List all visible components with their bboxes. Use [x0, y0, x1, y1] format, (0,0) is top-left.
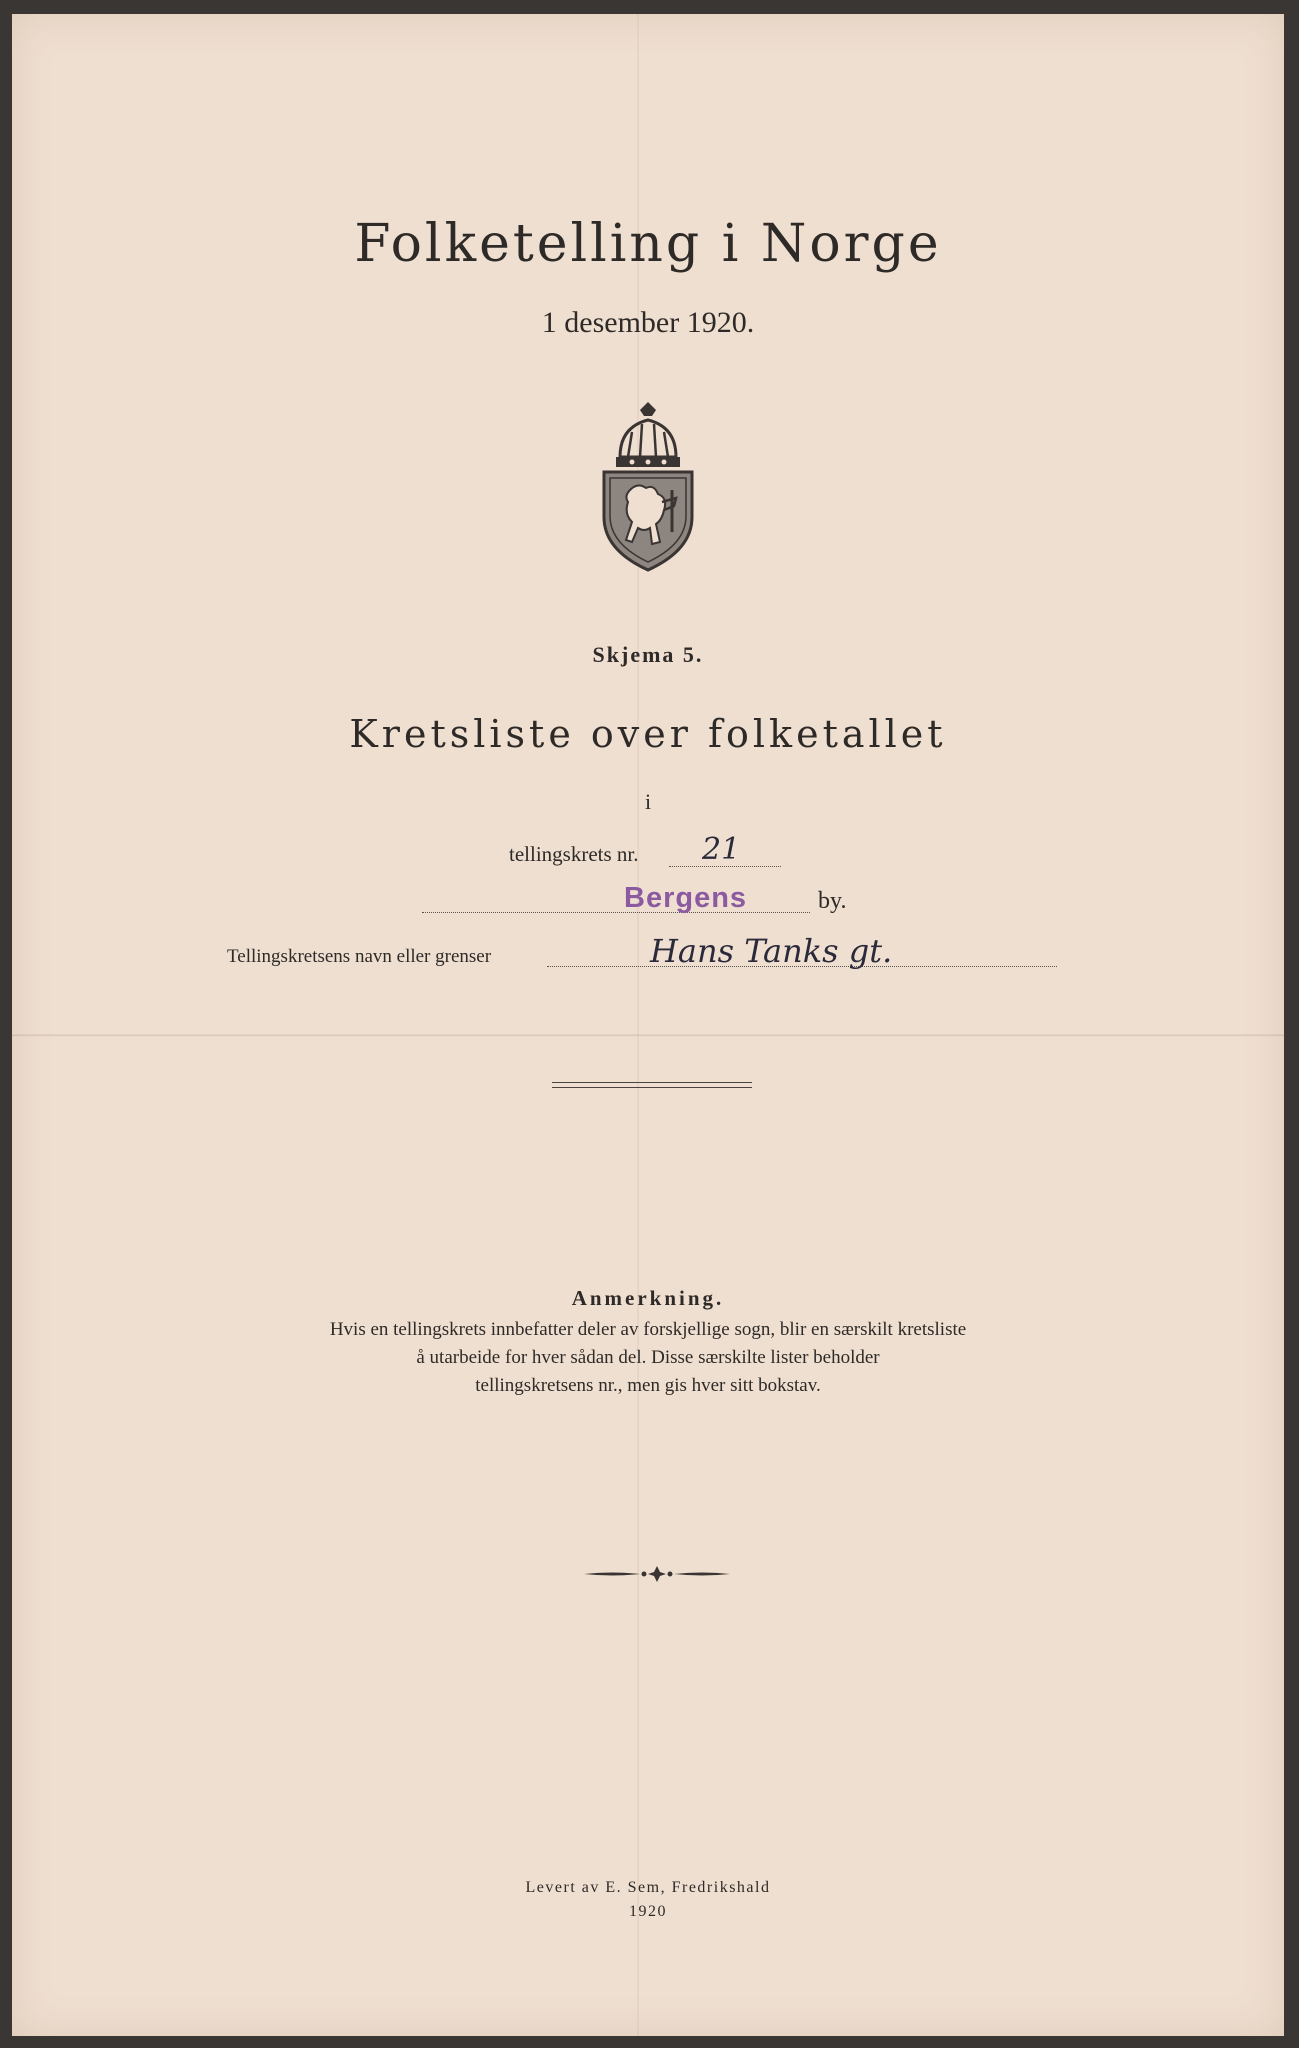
city-stamp: Bergens [624, 882, 748, 914]
note-line-3: tellingskretsens nr., men gis hver sitt bokstav. [475, 1375, 821, 1396]
census-form-page [12, 14, 1284, 2036]
krets-name-value: Hans Tanks gt. [650, 932, 893, 970]
note-line-1: Hvis en tellingskrets innbefatter deler av forskjellige sogn, blir en særskilt kretsliste [329, 1319, 967, 1340]
city-line [422, 912, 810, 913]
divider-rule-lower [552, 1087, 752, 1088]
ornament-divider-icon [582, 1564, 732, 1584]
print-year: 1920 [629, 1903, 667, 1920]
printer-credit: Levert av E. Sem, Fredrikshald [525, 1879, 771, 1896]
city-suffix: by. [818, 888, 847, 914]
krets-number-value: 21 [702, 832, 741, 867]
form-heading: Kretsliste over folketallet [349, 712, 947, 756]
coat-of-arms-icon [602, 402, 694, 572]
note-line-2: å utarbeide for hver sådan del. Disse særskilte lister beholder [416, 1347, 880, 1368]
schema-number: Skjema 5. [592, 642, 704, 667]
census-date: 1 desember 1920. [541, 306, 755, 339]
krets-number-label: tellingskrets nr. [509, 842, 639, 866]
divider-rule [552, 1082, 752, 1083]
note-title: Anmerkning. [571, 1286, 725, 1310]
horizontal-fold [12, 1034, 1284, 1037]
document-title: Folketelling i Norge [354, 214, 942, 274]
krets-name-label: Tellingskretsens navn eller grenser [227, 946, 492, 967]
preposition: i [644, 789, 652, 814]
